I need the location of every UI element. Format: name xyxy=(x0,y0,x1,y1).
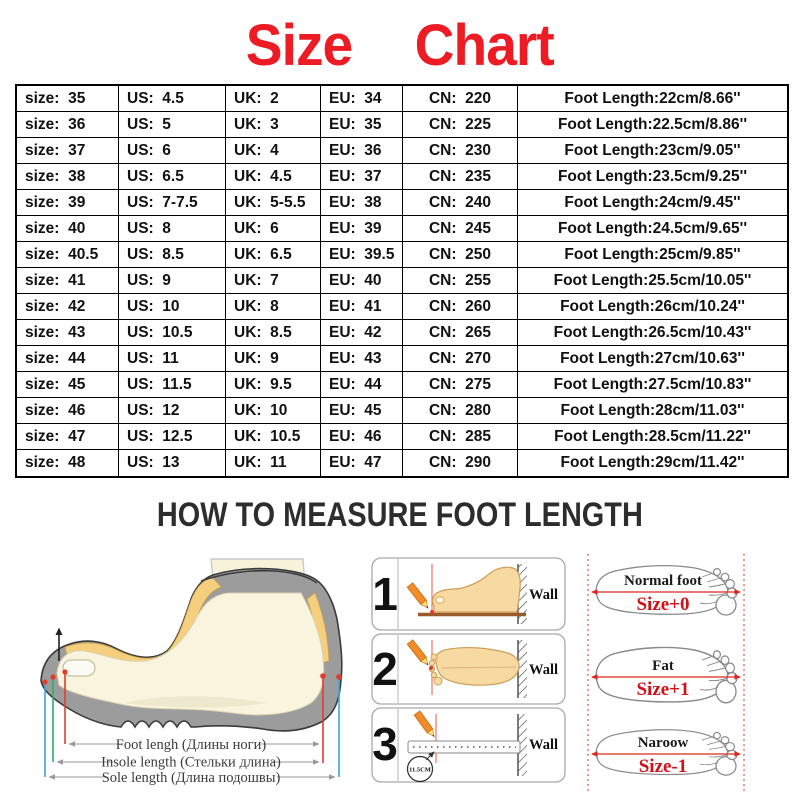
table-cell: UK: 7 xyxy=(226,268,321,294)
measurement-value: 11.5CM xyxy=(409,766,431,774)
table-cell: CN: 265 xyxy=(403,320,518,346)
table-cell: size: 40 xyxy=(17,216,119,242)
table-cell: EU: 47 xyxy=(321,450,403,476)
title-word-size: Size xyxy=(245,12,352,78)
table-cell: UK: 5-5.5 xyxy=(226,190,321,216)
table-cell: CN: 260 xyxy=(403,294,518,320)
table-cell: EU: 46 xyxy=(321,424,403,450)
title-word-chart: Chart xyxy=(414,12,554,78)
table-cell: EU: 37 xyxy=(321,164,403,190)
table-cell: US: 12.5 xyxy=(119,424,226,450)
table-cell: Foot Length:23.5cm/9.25'' xyxy=(518,164,787,190)
table-cell: UK: 6 xyxy=(226,216,321,242)
table-cell: US: 13 xyxy=(119,450,226,476)
table-cell: US: 11 xyxy=(119,346,226,372)
table-cell: EU: 44 xyxy=(321,372,403,398)
table-cell: CN: 290 xyxy=(403,450,518,476)
measure-heading: HOW TO MEASURE FOOT LENGTH xyxy=(157,496,643,534)
dot-icon xyxy=(42,679,47,684)
table-cell: CN: 255 xyxy=(403,268,518,294)
table-cell: UK: 9.5 xyxy=(226,372,321,398)
table-cell: size: 41 xyxy=(17,268,119,294)
table-cell: size: 39 xyxy=(17,190,119,216)
foot-type-name-2: Fat xyxy=(652,658,674,674)
table-cell: US: 11.5 xyxy=(119,372,226,398)
table-cell: UK: 10.5 xyxy=(226,424,321,450)
page-title xyxy=(0,10,800,80)
table-cell: US: 10 xyxy=(119,294,226,320)
table-cell: size: 47 xyxy=(17,424,119,450)
foot-top-view xyxy=(436,648,519,686)
table-cell: Foot Length:26cm/10.24'' xyxy=(518,294,787,320)
size-table xyxy=(15,84,789,478)
table-cell: EU: 34 xyxy=(321,86,403,112)
table-cell: UK: 8.5 xyxy=(226,320,321,346)
table-cell: EU: 36 xyxy=(321,138,403,164)
table-cell: UK: 2 xyxy=(226,86,321,112)
foot-type-name-1: Normal foot xyxy=(624,573,702,589)
step-3-number: 3 xyxy=(372,718,398,770)
table-cell: UK: 6.5 xyxy=(226,242,321,268)
table-cell: US: 7-7.5 xyxy=(119,190,226,216)
table-cell: size: 43 xyxy=(17,320,119,346)
table-cell: EU: 40 xyxy=(321,268,403,294)
shoe-measure-diagram xyxy=(5,553,363,800)
table-cell: CN: 275 xyxy=(403,372,518,398)
table-cell: US: 12 xyxy=(119,398,226,424)
table-cell: size: 46 xyxy=(17,398,119,424)
table-cell: CN: 245 xyxy=(403,216,518,242)
table-cell: size: 37 xyxy=(17,138,119,164)
table-cell: US: 5 xyxy=(119,112,226,138)
table-cell: Foot Length:25.5cm/10.05'' xyxy=(518,268,787,294)
table-cell: US: 10.5 xyxy=(119,320,226,346)
table-cell: UK: 4 xyxy=(226,138,321,164)
foot-type-size-2: Size+1 xyxy=(636,679,690,700)
table-cell: UK: 3 xyxy=(226,112,321,138)
table-cell: US: 8 xyxy=(119,216,226,242)
foot-types-diagram xyxy=(583,551,797,800)
table-cell: CN: 220 xyxy=(403,86,518,112)
table-cell: CN: 285 xyxy=(403,424,518,450)
table-cell: CN: 235 xyxy=(403,164,518,190)
table-cell: EU: 42 xyxy=(321,320,403,346)
table-cell: Foot Length:22.5cm/8.86'' xyxy=(518,112,787,138)
table-cell: CN: 250 xyxy=(403,242,518,268)
table-cell: US: 6.5 xyxy=(119,164,226,190)
foot-type-size-3: Size-1 xyxy=(638,756,688,777)
table-cell: Foot Length:23cm/9.05'' xyxy=(518,138,787,164)
table-cell: EU: 39.5 xyxy=(321,242,403,268)
table-cell: size: 38 xyxy=(17,164,119,190)
step-2-number: 2 xyxy=(372,643,398,695)
table-cell: UK: 9 xyxy=(226,346,321,372)
table-cell: CN: 230 xyxy=(403,138,518,164)
wall-label-3: Wall xyxy=(529,737,559,753)
table-cell: Foot Length:22cm/8.66'' xyxy=(518,86,787,112)
table-cell: US: 8.5 xyxy=(119,242,226,268)
table-cell: UK: 10 xyxy=(226,398,321,424)
table-cell: EU: 45 xyxy=(321,398,403,424)
table-cell: size: 42 xyxy=(17,294,119,320)
foot-length-label: Foot lengh (Длины ноги) xyxy=(115,737,267,753)
table-cell: UK: 8 xyxy=(226,294,321,320)
table-cell: US: 9 xyxy=(119,268,226,294)
table-cell: UK: 4.5 xyxy=(226,164,321,190)
table-cell: size: 45 xyxy=(17,372,119,398)
table-cell: size: 44 xyxy=(17,346,119,372)
table-cell: Foot Length:27cm/10.63'' xyxy=(518,346,787,372)
dot-icon xyxy=(50,674,55,679)
foot-type-name-3: Naroow xyxy=(637,735,689,751)
table-cell: size: 35 xyxy=(17,86,119,112)
insole-length-label: Insole length (Стельки длина) xyxy=(101,754,281,771)
dot-icon xyxy=(320,673,326,679)
table-cell: CN: 270 xyxy=(403,346,518,372)
table-cell: Foot Length:26.5cm/10.43'' xyxy=(518,320,787,346)
table-cell: EU: 39 xyxy=(321,216,403,242)
table-cell: CN: 280 xyxy=(403,398,518,424)
big-toe xyxy=(63,660,95,676)
table-cell: Foot Length:25cm/9.85'' xyxy=(518,242,787,268)
table-cell: EU: 43 xyxy=(321,346,403,372)
table-cell: Foot Length:29cm/11.42'' xyxy=(560,454,745,471)
table-cell: EU: 35 xyxy=(321,112,403,138)
table-cell: Foot Length:27.5cm/10.83'' xyxy=(518,372,787,398)
table-cell: Foot Length:28.5cm/11.22'' xyxy=(518,424,787,450)
table-cell: Foot Length:24.5cm/9.65'' xyxy=(518,216,787,242)
table-cell: US: 6 xyxy=(119,138,226,164)
wall-label-2: Wall xyxy=(529,662,559,678)
table-cell: size: 48 xyxy=(17,450,119,476)
foot-type-size-1: Size+0 xyxy=(636,594,690,615)
table-cell: UK: 11 xyxy=(226,450,321,476)
dot-icon xyxy=(62,669,67,674)
sole-length-label: Sole length (Длина подошвы) xyxy=(101,770,281,786)
dot-icon xyxy=(336,674,342,680)
table-cell: EU: 38 xyxy=(321,190,403,216)
table-cell: EU: 41 xyxy=(321,294,403,320)
wall-label-1: Wall xyxy=(529,587,559,603)
table-cell: CN: 240 xyxy=(403,190,518,216)
measure-steps xyxy=(368,556,568,788)
table-cell: Foot Length:28cm/11.03'' xyxy=(518,398,787,424)
table-cell: size: 36 xyxy=(17,112,119,138)
table-cell: CN: 225 xyxy=(403,112,518,138)
step-1-number: 1 xyxy=(372,568,398,620)
table-cell: size: 40.5 xyxy=(17,242,119,268)
table-cell: US: 4.5 xyxy=(119,86,226,112)
table-cell: Foot Length:24cm/9.45'' xyxy=(518,190,787,216)
